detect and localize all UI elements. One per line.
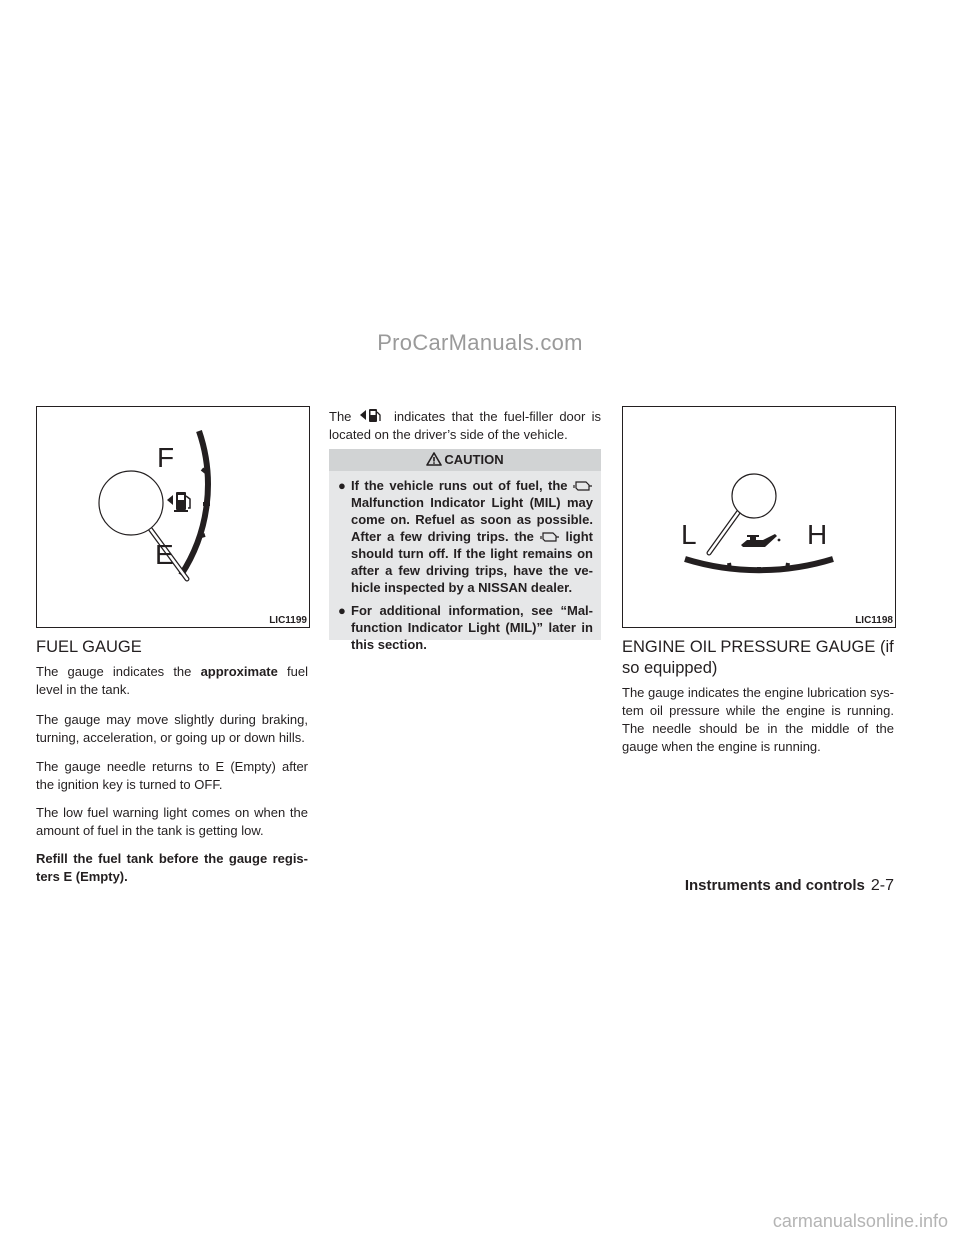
page-footer <box>685 877 894 895</box>
fuel-full-label: F <box>157 442 175 473</box>
fuel-gauge-hub <box>99 471 163 535</box>
oil-high-label: H <box>807 519 828 550</box>
oil-gauge-drawing <box>623 407 895 627</box>
fuel-gauge-paragraph-3: The gauge needle returns to E (Empty) after the ignition key is turned to OFF. <box>36 759 308 792</box>
fuel-gauge-paragraph-4: The low fuel warning light comes on when the amount of fuel in the tank is getting low. <box>36 805 308 838</box>
watermark-top: ProCarManuals.com <box>377 330 583 355</box>
caution-item-1: ● If the vehicle runs out of fuel, the Malfunction Indicator Light (MIL) may come on. Refuel as soon as possible. After a few driving trips. the light should turn off. If the light remains on after a few driving trips, have the ve- hicle inspected by a NISSAN dealer. <box>338 478 593 595</box>
filler-arrow-icon <box>167 495 173 505</box>
oil-gauge-tick <box>787 563 788 569</box>
fuel-gauge-paragraph-1: The gauge indicates the approximate fuel level in the tank. <box>36 664 308 697</box>
fuel-gauge-figure <box>36 406 310 628</box>
fuel-filler-icon <box>358 407 388 423</box>
figure-code: LIC1198 <box>855 615 893 626</box>
caution-box <box>329 449 601 652</box>
fuel-gauge-paragraph-5: Refill the fuel tank before the gauge regis- ters E (Empty). <box>36 851 308 884</box>
figure-code: LIC1199 <box>269 615 307 626</box>
page-number: 2-7 <box>870 877 894 894</box>
oil-can-icon <box>741 534 780 547</box>
fuel-empty-label: E <box>155 539 174 570</box>
caution-item-2: ● For additional information, see “Mal- function Indicator Light (MIL)” later in this section. <box>338 603 593 652</box>
caution-title: CAUTION <box>329 449 601 471</box>
oil-pressure-paragraph: The gauge indicates the engine lubrication sys- tem oil pressure while the engine is running. The needle should be in the middle of the gauge when the engine is running. <box>622 685 894 754</box>
oil-gauge-hub <box>732 474 776 518</box>
oil-gauge-tick <box>729 563 730 569</box>
fuel-gauge-heading: FUEL GAUGE <box>36 638 142 656</box>
oil-pressure-gauge-figure <box>622 406 896 628</box>
warning-triangle-icon <box>426 452 442 466</box>
watermark-bottom: carmanualsonline.info <box>772 1211 948 1231</box>
footer-section-title: Instruments and controls <box>684 877 865 894</box>
engine-mil-icon <box>573 479 593 492</box>
oil-pressure-heading: ENGINE OIL PRESSURE GAUGE (if so equipped) <box>622 638 894 677</box>
fuel-gauge-tick <box>198 535 205 537</box>
fuel-gauge-paragraph-2: The gauge may move slightly during braking, turning, acceleration, or going up or down hills. <box>36 712 308 745</box>
oil-low-label: L <box>681 519 697 550</box>
filler-door-note: The indicates that the fuel-filler door is located on the driver’s side of the vehicle. <box>329 409 602 442</box>
fuel-pump-icon <box>167 492 190 512</box>
fuel-gauge-drawing <box>37 407 309 627</box>
engine-mil-icon <box>540 530 560 543</box>
